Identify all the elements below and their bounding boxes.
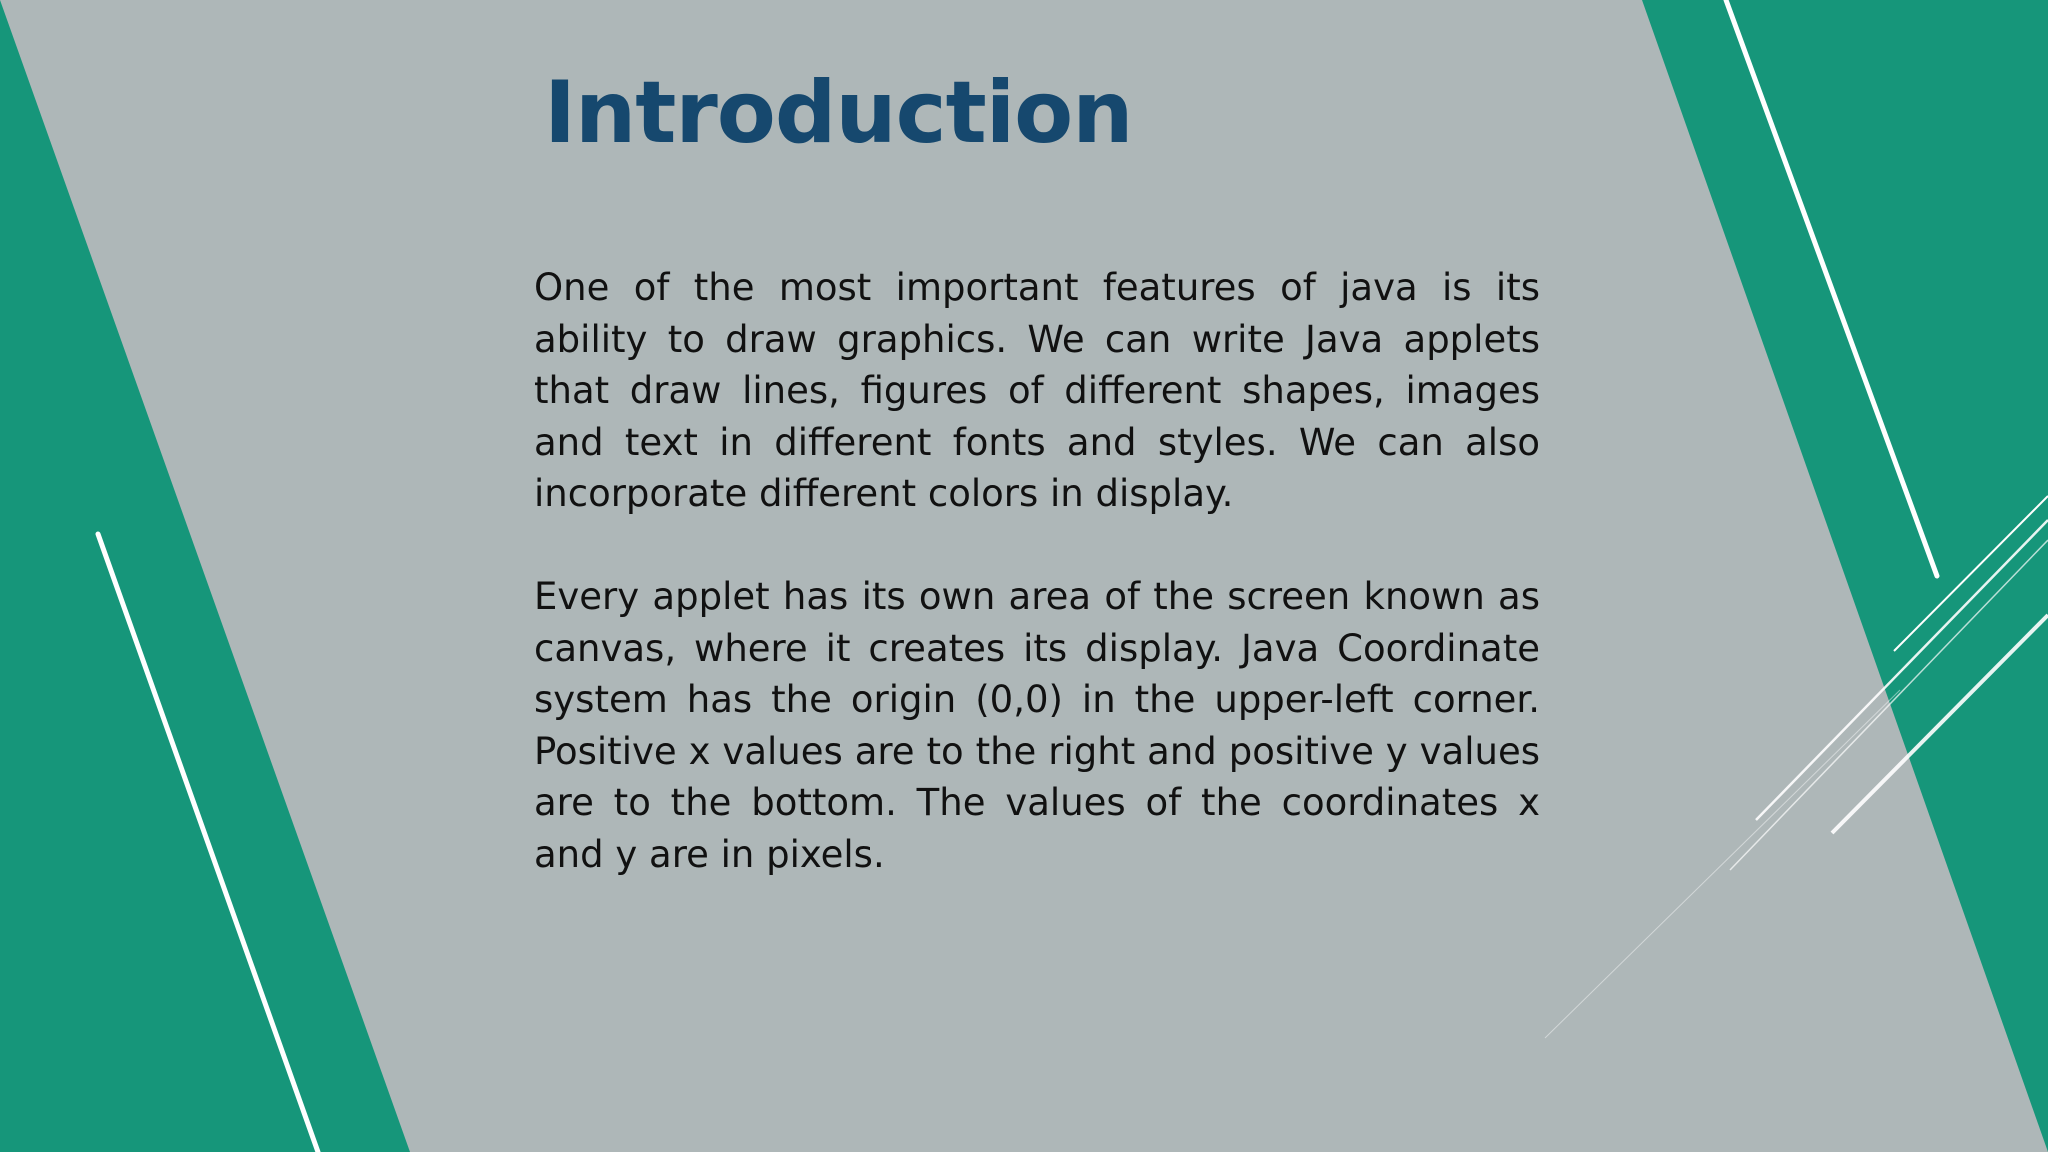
slide-title: Introduction [544,63,1133,163]
corner-line-5 [1545,690,1900,1038]
right-accent-line [1726,0,1937,576]
left-accent-line [98,534,318,1152]
corner-line-3 [1730,540,2048,870]
corner-line-2 [1756,520,2048,820]
paragraph-coordinates: Every applet has its own area of the screen known as canvas, where it creates its display. Java Coordinate system has the origin (0,0) in the upper-left corner. Positive x values are to the right and positive y values are to the bottom. The values of the coordinates x and y are in pixels. [534,575,1540,876]
body-text [534,262,1540,880]
paragraph-graphics: One of the most important features of java is its ability to draw graphics. We can write Java applets that draw lines, figures of different shapes, images and text in different fonts and styles. We can also incorporate different colors in display. [534,266,1540,515]
corner-line-4 [1832,615,2048,833]
